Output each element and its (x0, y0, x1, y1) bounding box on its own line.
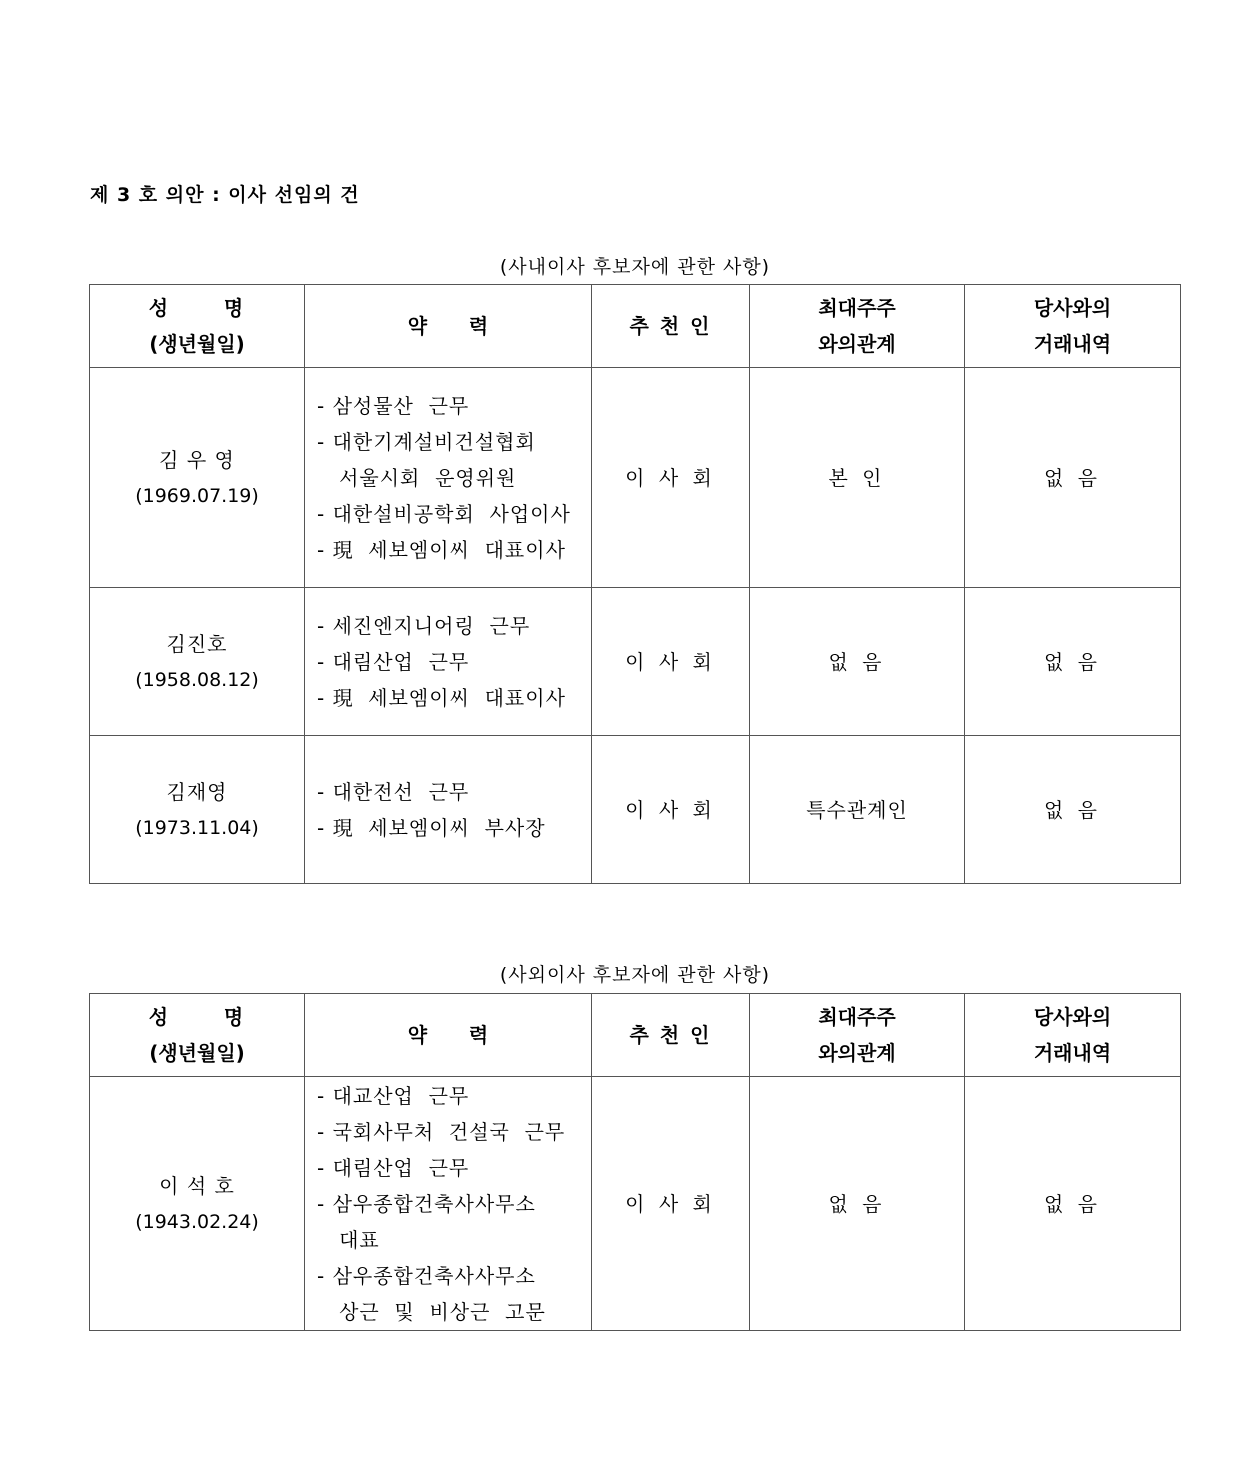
table-row (90, 736, 1181, 884)
career-item: - 대한전선 근무 (317, 779, 470, 804)
candidate-birthdate: (1973.11.04) (135, 816, 259, 839)
recommender-cell: 이 사 회 (592, 1077, 750, 1331)
header-name-label: 성 명 (148, 296, 246, 320)
career-item: - 삼성물산 근무 (317, 393, 470, 418)
relation-cell: 특수관계인 (750, 736, 965, 884)
candidate-name: 이 석 호 (159, 1173, 235, 1198)
table-row (90, 588, 1181, 736)
table-header-row (90, 994, 1181, 1077)
header-recommender (592, 994, 750, 1077)
career-cell (305, 588, 592, 736)
agenda-title: 제 3 호 의안 : 이사 선임의 건 (90, 184, 360, 206)
candidate-name-cell (90, 588, 305, 736)
career-item: 상근 및 비상근 고문 (317, 1299, 546, 1324)
career-item: - 삼우종합건축사사무소 (317, 1191, 536, 1216)
table-row (90, 368, 1181, 588)
candidate-name-cell (90, 736, 305, 884)
career-cell (305, 1077, 592, 1331)
transactions-cell: 없 음 (965, 1077, 1181, 1331)
candidate-name-cell (90, 368, 305, 588)
career-item: - 대한기계설비건설협회 (317, 429, 536, 454)
career-item: - 국회사무처 건설국 근무 (317, 1119, 566, 1144)
header-relation-label-1: 최대주주 (818, 296, 896, 320)
career-cell (305, 736, 592, 884)
header-recommender-label: 추 천 인 (629, 1023, 712, 1047)
career-item: - 現 세보엠이씨 부사장 (317, 815, 546, 840)
candidate-birthdate: (1943.02.24) (135, 1210, 259, 1233)
header-name (90, 285, 305, 368)
transactions-cell: 없 음 (965, 368, 1181, 588)
candidate-name: 김 우 영 (159, 447, 235, 472)
header-transactions-label-2: 거래내역 (1033, 1041, 1112, 1065)
career-item: 대표 (317, 1227, 380, 1252)
recommender-cell: 이 사 회 (592, 588, 750, 736)
recommender-cell: 이 사 회 (592, 736, 750, 884)
candidate-name-cell (90, 1077, 305, 1331)
recommender-cell: 이 사 회 (592, 368, 750, 588)
header-transactions (965, 285, 1181, 368)
relation-cell: 본 인 (750, 368, 965, 588)
header-relation (750, 285, 965, 368)
header-name (90, 994, 305, 1077)
header-relation (750, 994, 965, 1077)
header-transactions (965, 994, 1181, 1077)
candidate-name: 김재영 (166, 779, 228, 804)
header-career (305, 994, 592, 1077)
header-relation-label-2: 와의관계 (818, 332, 896, 356)
header-birth-label: (생년월일) (149, 332, 245, 356)
outside-directors-caption: (사외이사 후보자에 관한 사항) (499, 964, 771, 986)
inside-directors-caption: (사내이사 후보자에 관한 사항) (499, 256, 771, 278)
career-item: - 삼우종합건축사사무소 (317, 1263, 536, 1288)
header-recommender (592, 285, 750, 368)
transactions-cell: 없 음 (965, 588, 1181, 736)
header-birth-label: (생년월일) (149, 1041, 245, 1065)
table-row (90, 1077, 1181, 1331)
header-career (305, 285, 592, 368)
candidate-name: 김진호 (166, 631, 228, 656)
relation-cell: 없 음 (750, 1077, 965, 1331)
header-transactions-label-1: 당사와의 (1033, 1005, 1112, 1029)
career-item: - 대교산업 근무 (317, 1083, 470, 1108)
relation-cell: 없 음 (750, 588, 965, 736)
header-name-label: 성 명 (148, 1005, 246, 1029)
career-item: - 세진엔지니어링 근무 (317, 613, 531, 638)
career-item: 서울시회 운영위원 (317, 465, 517, 490)
header-recommender-label: 추 천 인 (629, 314, 712, 338)
header-transactions-label-1: 당사와의 (1033, 296, 1112, 320)
career-cell (305, 368, 592, 588)
header-relation-label-2: 와의관계 (818, 1041, 896, 1065)
career-item: - 現 세보엠이씨 대표이사 (317, 685, 566, 710)
career-item: - 대한설비공학회 사업이사 (317, 501, 571, 526)
career-item: - 대림산업 근무 (317, 649, 470, 674)
header-relation-label-1: 최대주주 (818, 1005, 896, 1029)
career-item: - 現 세보엠이씨 대표이사 (317, 537, 566, 562)
header-career-label: 약 력 (407, 314, 489, 338)
outside-directors-table (89, 993, 1181, 1331)
table-header-row (90, 285, 1181, 368)
inside-directors-table (89, 284, 1181, 884)
candidate-birthdate: (1969.07.19) (135, 484, 259, 507)
candidate-birthdate: (1958.08.12) (135, 668, 259, 691)
header-transactions-label-2: 거래내역 (1033, 332, 1112, 356)
transactions-cell: 없 음 (965, 736, 1181, 884)
career-item: - 대림산업 근무 (317, 1155, 470, 1180)
header-career-label: 약 력 (407, 1023, 489, 1047)
